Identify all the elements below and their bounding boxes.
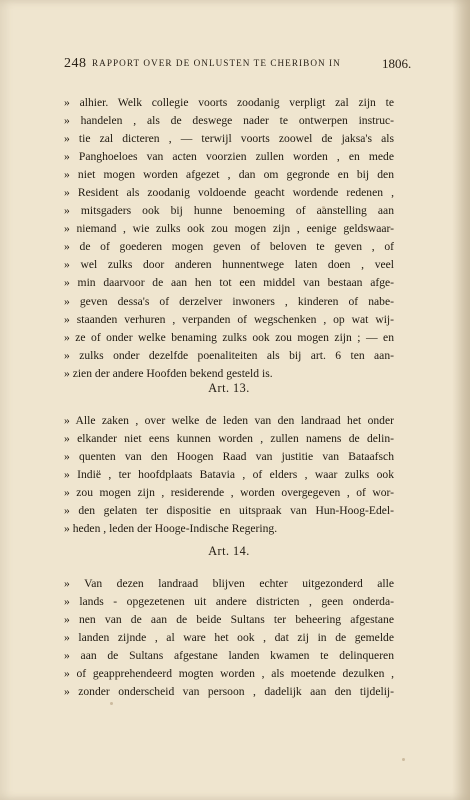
paragraph-article-12-continued	[64, 94, 394, 383]
text-line: » zulks onder dezelfde poenaliteiten als bij art. 6 ten aan-	[64, 348, 394, 362]
page-edge-shadow	[452, 0, 470, 800]
text-line: » nen van de aan de beide Sultans ter beheering afgestane	[64, 613, 394, 627]
running-title: RAPPORT OVER DE ONLUSTEN TE CHERIBON IN	[92, 58, 341, 68]
text-line: » min daarvoor de aan hen tot een middel van bestaan afge-	[64, 276, 394, 290]
paragraph-article-14	[64, 575, 394, 701]
text-line: » quenten van den Hoogen Raad van justitie van Bataafsch	[64, 450, 394, 464]
text-line: » aan de Sultans afgestane landen kwamen te delinqueren	[64, 649, 394, 663]
text-line: » landen zijnde , al ware het ook , dat zij in de gemelde	[64, 631, 394, 645]
text-line: » alhier. Welk collegie voorts zoodanig verpligt zal zijn te	[64, 96, 394, 109]
text-line: » of geapprehendeerd mogten worden , als moetende dezulken ,	[64, 667, 394, 681]
text-line: » de of goederen mogen geven of beloven te geven , of	[64, 240, 394, 254]
text-line: » den gelaten ter dispositie en uitspraak van Hun-Hoog-Edel-	[64, 504, 394, 518]
text-line: » heden , leden der Hooge-Indische Regering.	[64, 522, 278, 536]
running-title-year: 1806.	[382, 56, 412, 71]
text-line: » elkander niet eens kunnen worden , zullen namens de delin-	[64, 432, 394, 446]
paragraph-article-13	[64, 412, 394, 538]
text-line: » tie zal dicteren , — terwijl voorts zoowel de jaksa's als	[64, 132, 394, 146]
paper-speck	[402, 758, 405, 761]
text-line: » niemand , wie zulks ook zou mogen zijn , eenige geldswaar-	[64, 222, 394, 236]
text-line: » niet mogen worden afgezet , dan om gegronde en bij den	[64, 168, 394, 182]
text-line: » wel zulks door anderen hunnentwege laten doen , veel	[64, 258, 394, 272]
page-number: 248	[64, 56, 87, 71]
text-line: » mitsgaders ook bij hunne benoeming of aanstelling aan	[64, 204, 394, 218]
text-line: » Van dezen landraad blijven echter uitgezonderd alle	[64, 577, 394, 590]
paper-speck	[110, 702, 113, 705]
text-line: » Resident als zoodanig voldoende geacht wordende redenen ,	[64, 186, 394, 200]
text-line: » handelen , als de deswege nader te ontwerpen instruc-	[64, 114, 394, 128]
text-line: » zien der andere Hoofden bekend gesteld is.	[64, 366, 273, 380]
article-13-heading: Art. 13.	[208, 381, 250, 395]
text-line: » Panghoeloes van acten voorzien zullen worden , en mede	[64, 150, 394, 164]
text-line: » ze of onder welke benaming zulks ook zou mogen zijn ; — en	[64, 330, 394, 344]
text-line: » Alle zaken , over welke de leden van den landraad het onder	[64, 414, 394, 427]
text-line: » lands - opgezetenen uit andere districten , geen onderda-	[64, 595, 394, 609]
text-line: » staanden verhuren , verpanden of wegschenken , op wat wij-	[64, 312, 394, 326]
text-line: » geven dessa's of derzelver inwoners , kinderen of nabe-	[64, 294, 394, 308]
text-line: » zonder onderscheid van persoon , dadelijk aan den tijdelij-	[64, 685, 394, 699]
page-header	[64, 56, 412, 74]
text-line: » zou mogen zijn , residerende , worden overgegeven , of wor-	[64, 486, 394, 500]
paper-speck	[322, 206, 325, 209]
text-line: » Indië , ter hoofdplaats Batavia , of elders , waar zulks ook	[64, 468, 394, 482]
article-14-heading: Art. 14.	[208, 544, 250, 558]
